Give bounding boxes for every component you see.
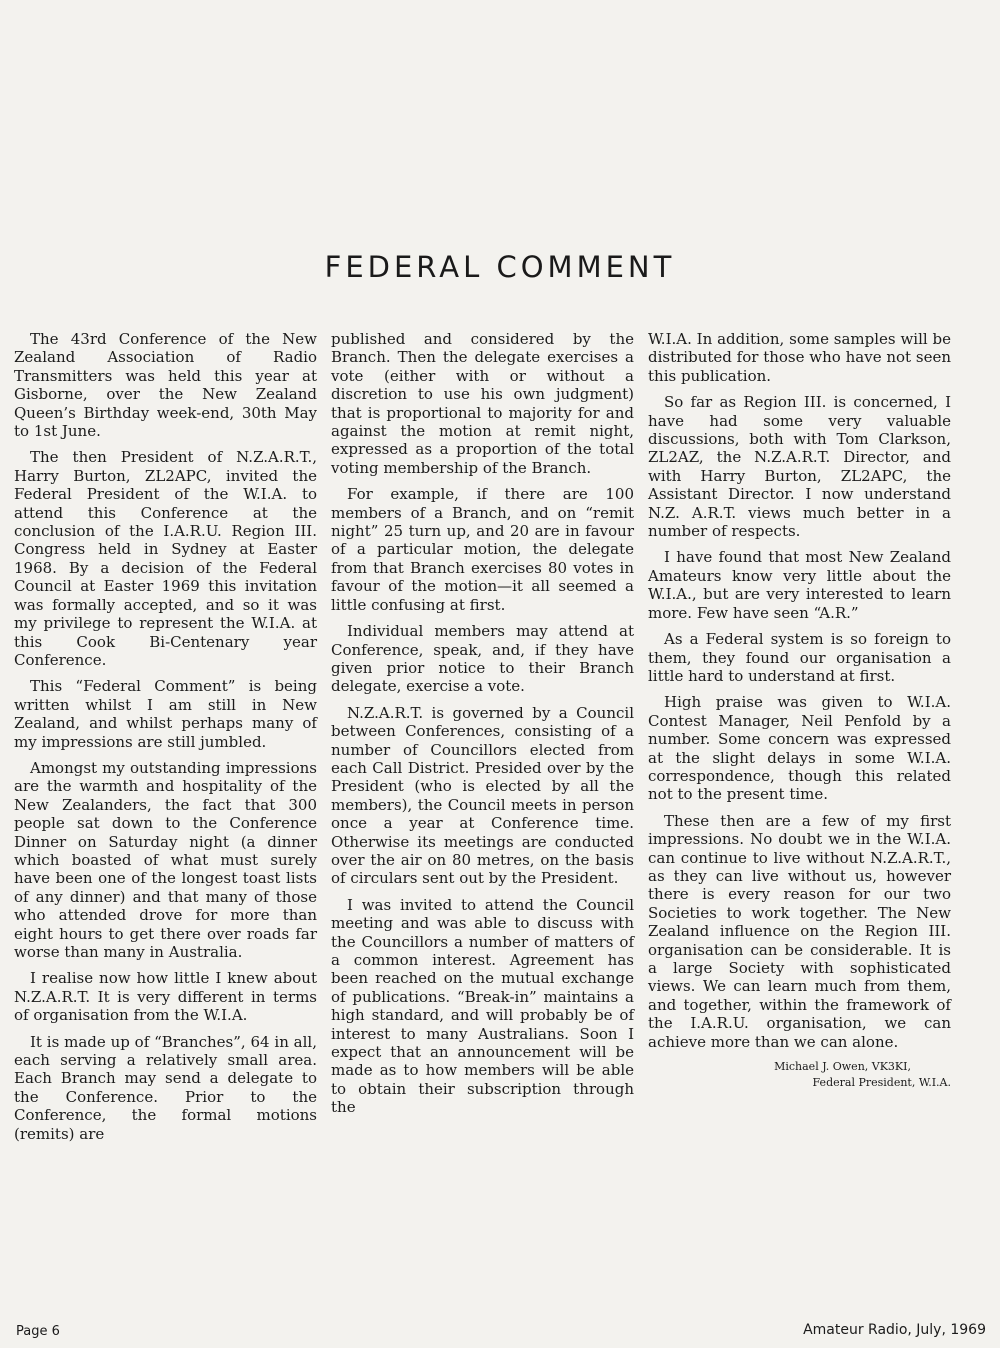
paragraph: Individual members may attend at Conference, speak, and, if they have given prior notice to their Branch delegate, exercise a vote.	[331, 622, 634, 696]
paragraph: These then are a few of my first impressions. No doubt we in the W.I.A. can continue to live without N.Z.A.R.T., as they can live without us, however there is every reason for our two Societies to work together. The New Zealand influence on the Region III. organisation can be considerable. It is a large Society with sophisticated views. We can learn much from them, and together, within the framework of the I.A.R.U. organisation, we can achieve more than we can alone.	[648, 811, 951, 1051]
paragraph: This “Federal Comment” is being written whilst I am still in New Zealand, and whilst perhaps many of my impressions are still jumbled.	[14, 677, 317, 751]
paragraph: I realise now how little I knew about N.Z.A.R.T. It is very different in terms of organisation from the W.I.A.	[14, 969, 317, 1025]
page-title: FEDERAL COMMENT	[324, 250, 676, 284]
column-1	[14, 330, 317, 1151]
paragraph: So far as Region III. is concerned, I have had some very valuable discussions, both with Tom Clarkson, ZL2AZ, the N.Z.A.R.T. Director, and with Harry Burton, ZL2APC, the Assistant Director. I now understand N.Z. A.R.T. views much better in a number of respects.	[648, 393, 951, 541]
paragraph: N.Z.A.R.T. is governed by a Council between Conferences, consisting of a number of Councillors elected from each Call District. Presided over by the President (who is elected by all the members), the Council meets in person once a year at Conference time. Otherwise its meetings are conducted over the air on 80 metres, on the basis of circulars sent out by the President.	[331, 703, 634, 888]
paragraph: The 43rd Conference of the New Zealand Association of Radio Transmitters was held this year at Gisborne, over the New Zealand Queen’s Birthday week-end, 30th May to 1st June.	[14, 330, 317, 441]
paragraph: As a Federal system is so foreign to them, they found our organisation a little hard to understand at first.	[648, 630, 951, 685]
publication-info: Amateur Radio, July, 1969	[803, 1322, 986, 1338]
page-number: Page 6	[16, 1324, 60, 1339]
paragraph: I was invited to attend the Council meeting and was able to discuss with the Councillors a number of matters of a common interest. Agreement has been reached on the mutual exchange of publications. “Break-in” maintains a high standard, and will probably be of interest to many Australians. Soon I expect that an announcement will be made as to how members will be able to obtain their subscription through the	[331, 895, 634, 1117]
paragraph: The then President of N.Z.A.R.T., Harry Burton, ZL2APC, invited the Federal President of the W.I.A. to attend this Conference at the conclusion of the I.A.R.U. Region III. Congress held in Sydney at Easter 1968. By a decision of the Federal Council at Easter 1969 this invitation was formally accepted, and so it was my privilege to represent the W.I.A. at this Cook Bi-Centenary year Conference.	[14, 448, 317, 669]
paragraph: Amongst my outstanding impressions are the warmth and hospitality of the New Zealanders, the fact that 300 people sat down to the Conference Dinner on Saturday night (a dinner which boasted of what must surely have been one of the longest toast lists of any dinner) and that many of those who attended drove for more than eight hours to get there over roads far worse than many in Australia.	[14, 758, 317, 961]
paragraph: High praise was given to W.I.A. Contest Manager, Neil Penfold by a number. Some concern was expressed at the slight delays in some W.I.A. correspondence, though this related not to the present time.	[648, 693, 951, 804]
paragraph: It is made up of “Branches”, 64 in all, each serving a relatively small area. Each Branch may send a delegate to the Conference. Prior to the Conference, the formal motions (remits) are	[14, 1032, 317, 1143]
column-3	[648, 330, 951, 1151]
paragraph: published and considered by the Branch. Then the delegate exercises a vote (either with or without a discretion to use his own judgment) that is proportional to majority for and against the motion at remit night, expressed as a proportion of the total voting membership of the Branch.	[331, 330, 634, 477]
signature	[648, 1059, 951, 1091]
signature-position: Federal President, W.I.A.	[812, 1076, 951, 1090]
paragraph: W.I.A. In addition, some samples will be distributed for those who have not seen this publication.	[648, 330, 951, 385]
column-2	[331, 330, 634, 1151]
article-body	[14, 330, 951, 1151]
paragraph: For example, if there are 100 members of a Branch, and on “remit night” 25 turn up, and 20 are in favour of a particular motion, the delegate from that Branch exercises 80 votes in favour of the motion—it all seemed a little confusing at first.	[331, 485, 634, 614]
signature-name: Michael J. Owen, VK3KI,	[774, 1060, 911, 1074]
paragraph: I have found that most New Zealand Amateurs know very little about the W.I.A., but are very interested to learn more. Few have seen “A.R.”	[648, 548, 951, 622]
